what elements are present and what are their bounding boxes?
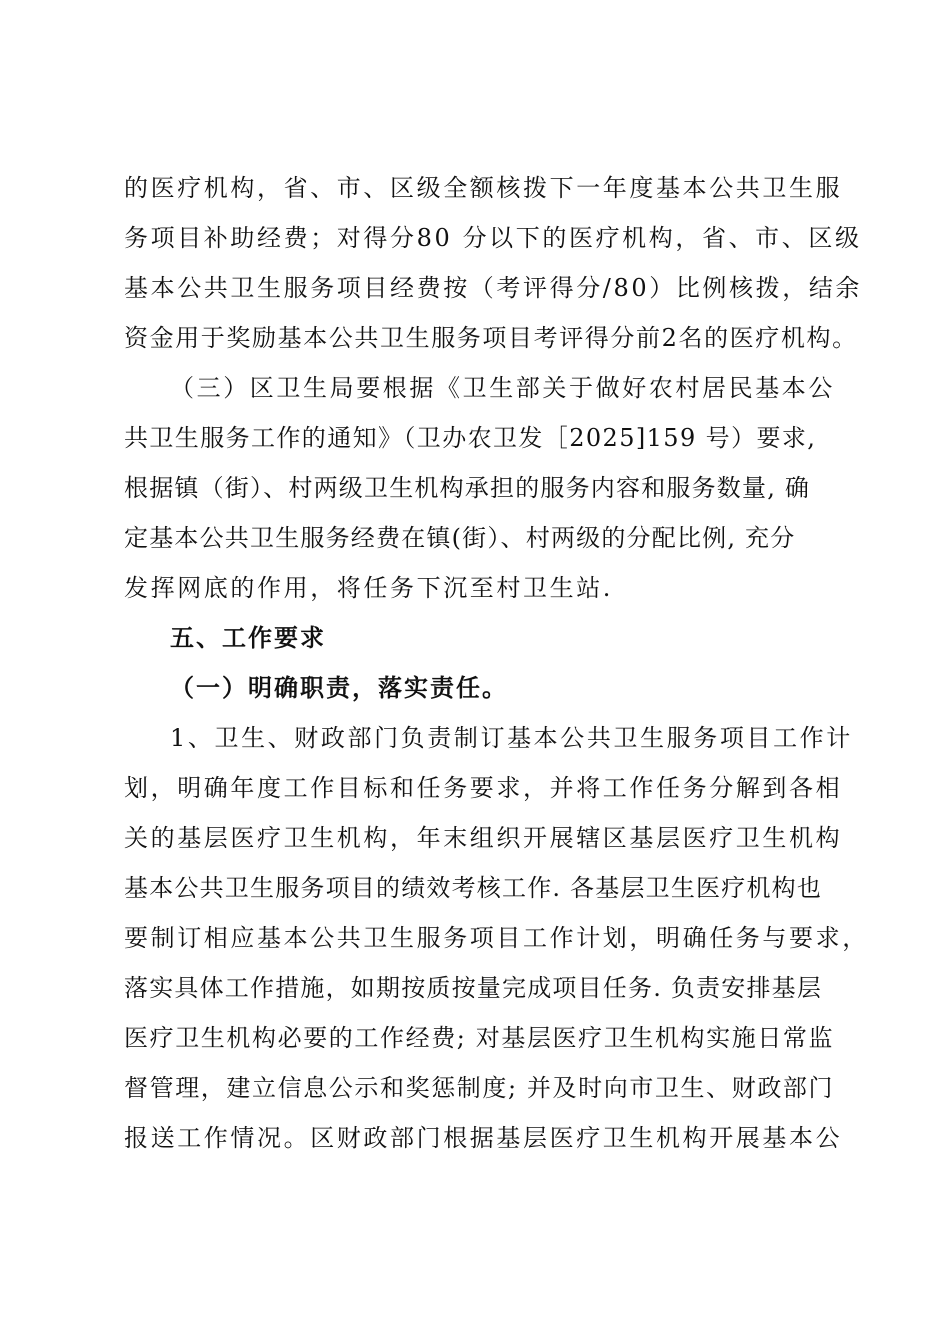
paragraph-line: 划，明确年度工作目标和任务要求，并将工作任务分解到各相 [124,774,843,802]
paragraph-line: （三）区卫生局要根据《卫生部关于做好农村居民基本公 [170,374,835,402]
paragraph-line: 基本公共卫生服务项目的绩效考核工作. 各基层卫生医疗机构也 [124,874,823,902]
subsection-heading: （一）明确职责，落实责任。 [170,674,508,702]
paragraph-line: 报送工作情况。区财政部门根据基层医疗卫生机构开展基本公 [124,1124,843,1152]
paragraph-line: 要制订相应基本公共卫生服务项目工作计划，明确任务与要求， [124,924,869,952]
section-heading: 五、工作要求 [170,624,326,652]
paragraph-line: 资金用于奖励基本公共卫生服务项目考评得分前2名的医疗机构。 [124,324,858,352]
paragraph-line: 督管理，建立信息公示和奖惩制度; 并及时向市卫生、财政部门 [124,1074,835,1102]
paragraph-line: 关的基层医疗卫生机构，年末组织开展辖区基层医疗卫生机构 [124,824,843,852]
paragraph-line: 的医疗机构，省、市、区级全额核拨下一年度基本公共卫生服 [124,174,843,202]
paragraph-line: 医疗卫生机构必要的工作经费; 对基层医疗卫生机构实施日常监 [124,1024,835,1052]
paragraph-line: 落实具体工作措施，如期按质按量完成项目任务. 负责安排基层 [124,974,823,1002]
paragraph-line: 发挥网底的作用，将任务下沉至村卫生站. [124,574,614,602]
paragraph-line: 根据镇（街）、村两级卫生机构承担的服务内容和服务数量, 确 [124,474,811,502]
paragraph-line: 共卫生服务工作的通知》（卫办农卫发［2025]159 号）要求, [124,424,817,452]
paragraph-line: 定基本公共卫生服务经费在镇(街）、村两级的分配比例, 充分 [124,524,796,552]
paragraph-line: 务项目补助经费；对得分80 分以下的医疗机构，省、市、区级 [124,224,862,252]
paragraph-line: 基本公共卫生服务项目经费按（考评得分/80）比例核拨，结余 [124,274,863,302]
paragraph-line: 1、卫生、财政部门负责制订基本公共卫生服务项目工作计 [170,724,853,752]
